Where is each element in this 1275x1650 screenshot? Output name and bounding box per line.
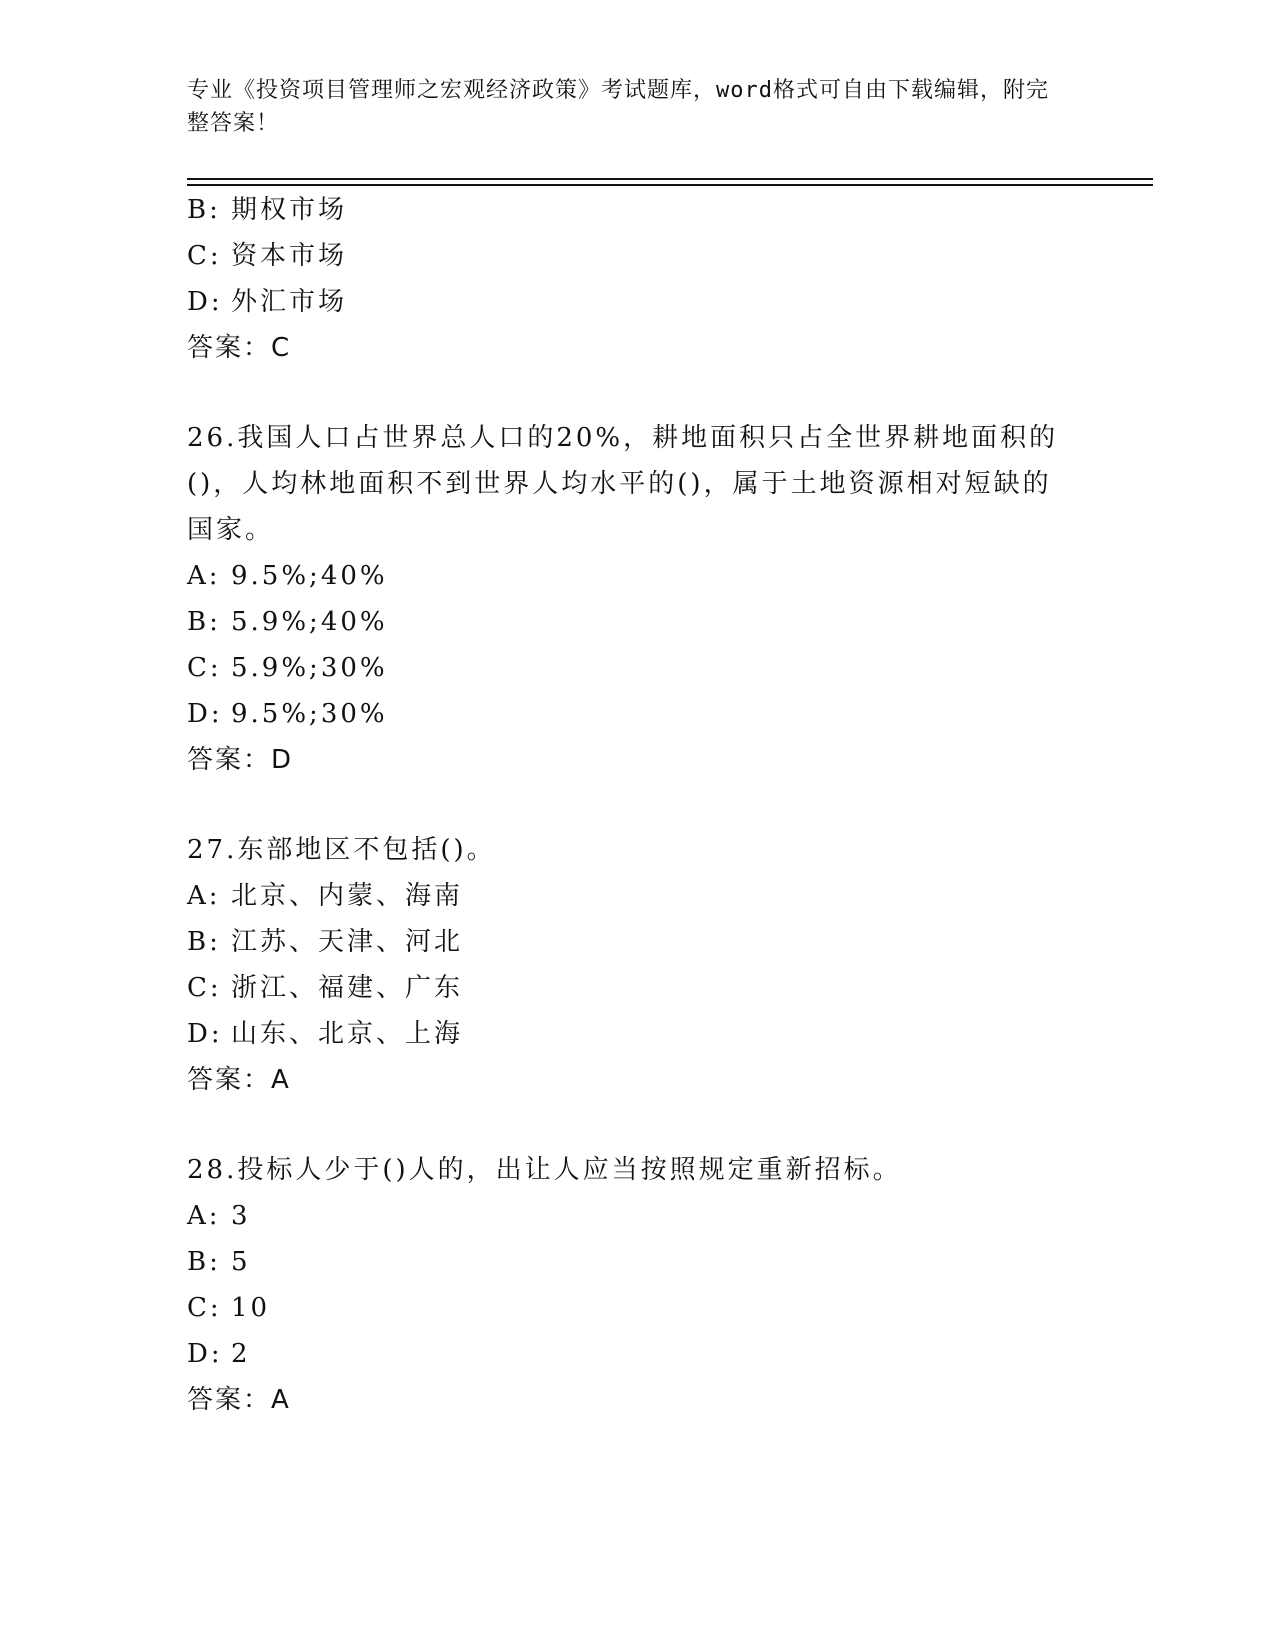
- option-text: 3: [231, 1201, 251, 1231]
- option-text: 资本市场: [231, 241, 348, 271]
- option-a: [187, 1193, 1077, 1239]
- option-label: B:: [187, 607, 221, 637]
- option-label: A:: [187, 561, 221, 591]
- option-d: [187, 1331, 1077, 1377]
- option-label: C:: [187, 1293, 222, 1323]
- question-text: 26.我国人口占世界总人口的20%，耕地面积只占全世界耕地面积的()，人均林地面积不到世界人均水平的()，属于土地资源相对短缺的国家。: [187, 423, 1059, 545]
- block-gap: [187, 1103, 1077, 1147]
- option-c: [187, 965, 1077, 1011]
- option-b: [187, 1239, 1077, 1285]
- option-label: B:: [187, 927, 221, 957]
- option-label: C:: [187, 241, 222, 271]
- option-text: 5: [231, 1247, 251, 1277]
- option-text: 10: [231, 1293, 271, 1323]
- option-text: 5.9%;40%: [231, 607, 388, 637]
- header-rule-top: [187, 178, 1153, 180]
- question-26: [187, 415, 1077, 783]
- option-text: 江苏、天津、河北: [231, 927, 464, 957]
- question-text: 27.东部地区不包括()。: [187, 835, 496, 865]
- question-27: [187, 827, 1077, 1103]
- option-text: 9.5%;30%: [231, 699, 388, 729]
- option-text: 浙江、福建、广东: [231, 973, 464, 1003]
- question-text: 28.投标人少于()人的，出让人应当按照规定重新招标。: [187, 1155, 902, 1185]
- option-text: 期权市场: [231, 195, 348, 225]
- answer: 答案：A: [187, 1385, 291, 1415]
- option-b: [187, 919, 1077, 965]
- option-label: D:: [187, 699, 223, 729]
- option-d: [187, 691, 1077, 737]
- answer: 答案：D: [187, 745, 294, 775]
- option-c: [187, 1285, 1077, 1331]
- option-text: 北京、内蒙、海南: [231, 881, 464, 911]
- option-text: 9.5%;40%: [231, 561, 388, 591]
- option-c: [187, 645, 1077, 691]
- option-text: 2: [231, 1339, 251, 1369]
- answer: 答案：A: [187, 1065, 291, 1095]
- option-a: [187, 873, 1077, 919]
- option-a: [187, 553, 1077, 599]
- option-b: [187, 187, 1077, 233]
- option-text: 5.9%;30%: [231, 653, 388, 683]
- option-text: 山东、北京、上海: [231, 1019, 464, 1049]
- option-d: [187, 1011, 1077, 1057]
- option-label: C:: [187, 653, 222, 683]
- option-label: B:: [187, 195, 221, 225]
- option-label: A:: [187, 1201, 221, 1231]
- option-label: D:: [187, 1339, 223, 1369]
- option-b: [187, 599, 1077, 645]
- block-gap: [187, 371, 1077, 415]
- header-rule-bottom: [187, 184, 1153, 186]
- option-label: C:: [187, 973, 222, 1003]
- option-label: D:: [187, 287, 223, 317]
- option-label: D:: [187, 1019, 223, 1049]
- option-label: B:: [187, 1247, 221, 1277]
- question-list: [187, 187, 1077, 1423]
- document-header: 专业《投资项目管理师之宏观经济政策》考试题库，word格式可自由下载编辑，附完整答案！: [187, 78, 1049, 136]
- answer: 答案：C: [187, 333, 292, 363]
- option-d: [187, 279, 1077, 325]
- option-c: [187, 233, 1077, 279]
- option-text: 外汇市场: [231, 287, 348, 317]
- block-gap: [187, 783, 1077, 827]
- option-label: A:: [187, 881, 221, 911]
- question-25-tail: [187, 187, 1077, 371]
- question-28: [187, 1147, 1077, 1423]
